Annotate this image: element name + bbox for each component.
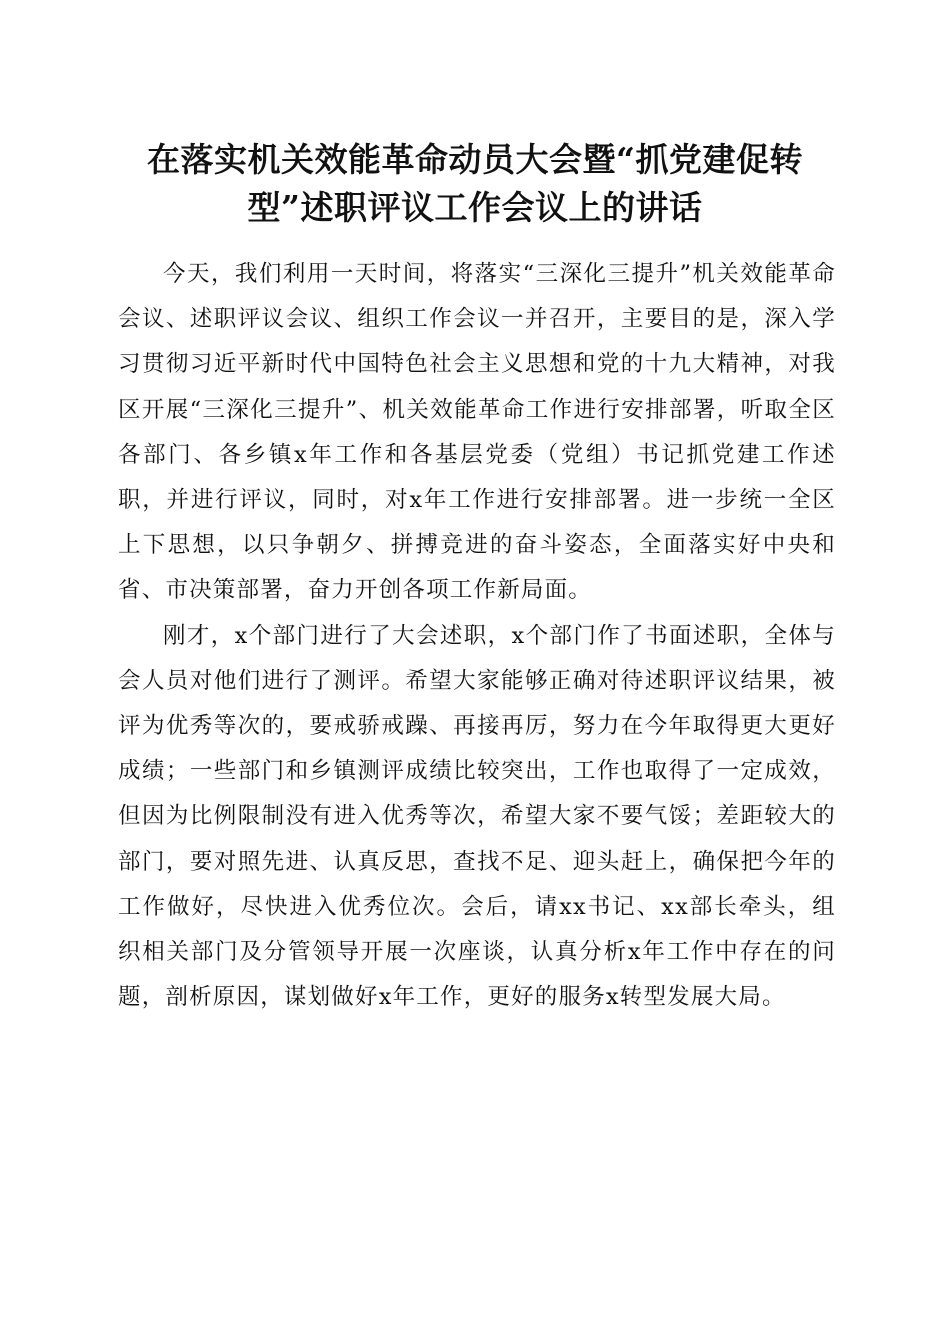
document-title bbox=[110, 136, 840, 232]
document-body bbox=[118, 252, 836, 1020]
title-line-1: 在落实机关效能革命动员大会暨“抓党建促转 bbox=[147, 140, 803, 179]
title-line-2: 型”述职评议工作会议上的讲话 bbox=[247, 188, 703, 227]
paragraph-2: 刚才，x个部门进行了大会述职，x个部门作了书面述职，全体与会人员对他们进行了测评。希望大家能够正确对待述职评议结果，被评为优秀等次的，要戒骄戒躁、再接再厉，努力在今年取得更大更好成绩；一些部门和乡镇测评成绩比较突出，工作也取得了一定成效，但因为比例限制没有进入优秀等次，希望大家不要气馁；差距较大的部门，要对照先进、认真反思，查找不足、迎头赶上，确保把今年的工作做好，尽快进入优秀位次。会后，请xx书记、xx部长牵头，组织相关部门及分管领导开展一次座谈，认真分析x年工作中存在的问题，剖析原因，谋划做好x年工作，更好的服务x转型发展大局。 bbox=[118, 622, 836, 1011]
paragraph-1: 今天，我们利用一天时间，将落实“三深化三提升”机关效能革命会议、述职评议会议、组织工作会议一并召开，主要目的是，深入学习贯彻习近平新时代中国特色社会主义思想和党的十九大精神，对我区开展“三深化三提升”、机关效能革命工作进行安排部署，听取全区各部门、各乡镇x年工作和各基层党委（党组）书记抓党建工作述职，并进行评议，同时，对x年工作进行安排部署。进一步统一全区上下思想，以只争朝夕、拼搏竞进的奋斗姿态，全面落实好中央和省、市决策部署，奋力开创各项工作新局面。 bbox=[118, 261, 836, 604]
